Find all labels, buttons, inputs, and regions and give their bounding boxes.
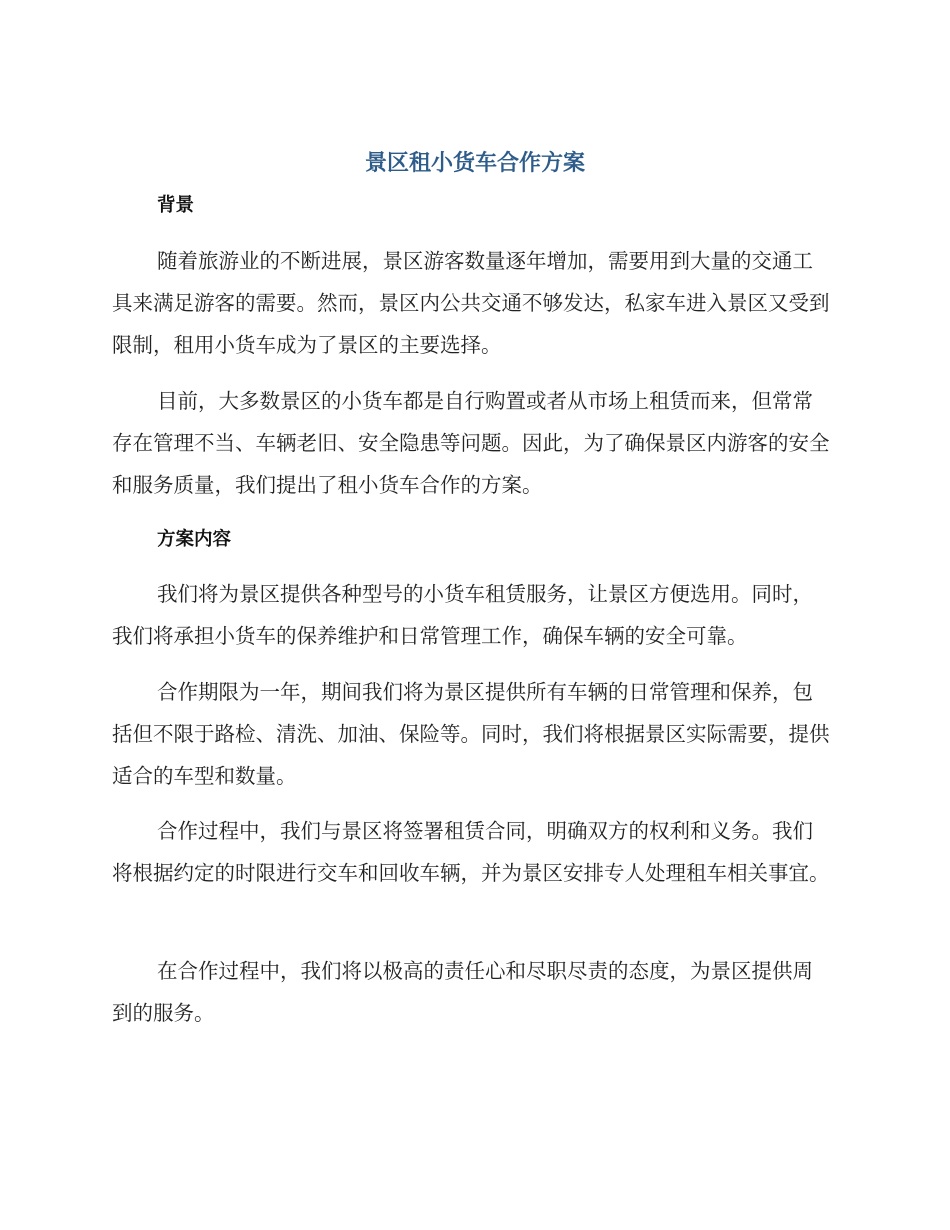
section-heading-plan-content: 方案内容 xyxy=(157,529,232,550)
paragraph-background-2: 目前，大多数景区的小货车都是自行购置或者从市场上租赁而来，但常常存在管理不当、车辆老旧、安全隐患等问题。因此，为了确保景区内游客的安全和服务质量，我们提出了租小货车合作的方案。 xyxy=(112,389,830,497)
paragraph-plan-1: 我们将为景区提供各种型号的小货车租赁服务，让景区方便选用。同时，我们将承担小货车的保养维护和日常管理工作，确保车辆的安全可靠。 xyxy=(112,582,813,648)
paragraph-plan-2: 合作期限为一年，期间我们将为景区提供所有车辆的日常管理和保养，包括但不限于路检、清洗、加油、保险等。同时，我们将根据景区实际需要，提供适合的车型和数量。 xyxy=(112,680,830,788)
paragraph-plan-3: 合作过程中，我们与景区将签署租赁合同，明确双方的权利和义务。我们将根据约定的时限进行交车和回收车辆，并为景区安排专人处理租车相关事宜。 xyxy=(112,819,830,885)
document-title: 景区租小货车合作方案 xyxy=(364,151,585,176)
paragraph-plan-4: 在合作过程中，我们将以极高的责任心和尽职尽责的态度，为景区提供周到的服务。 xyxy=(112,959,813,1025)
paragraph-background-1: 随着旅游业的不断进展，景区游客数量逐年增加，需要用到大量的交通工具来满足游客的需要。然而，景区内公共交通不够发达，私家车进入景区又受到限制，租用小货车成为了景区的主要选择。 xyxy=(112,249,830,357)
section-heading-background: 背景 xyxy=(157,195,195,216)
